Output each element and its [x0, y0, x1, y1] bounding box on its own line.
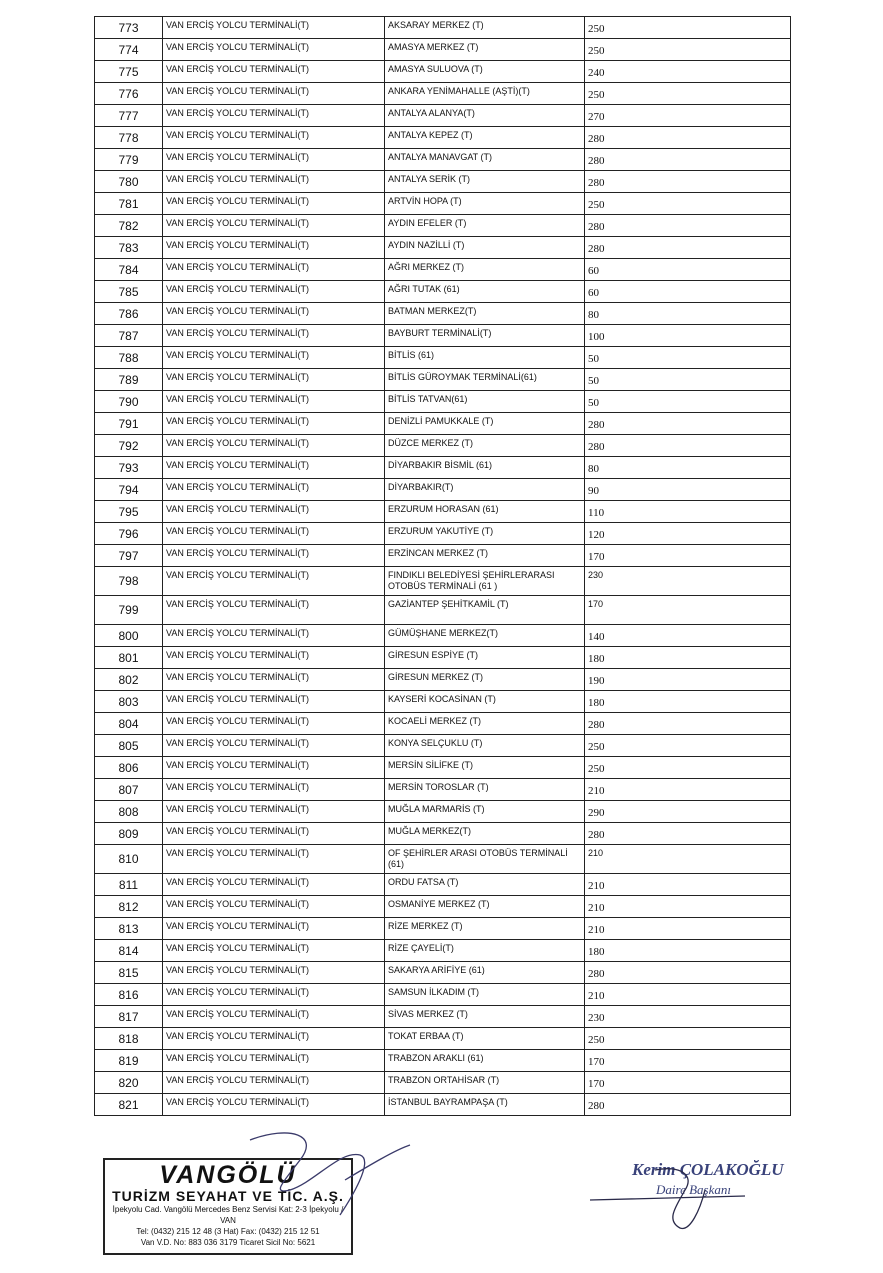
row-number: 793: [95, 457, 163, 479]
fare-value: 280: [585, 1094, 791, 1116]
destination-terminal: KOCAELİ MERKEZ (T): [385, 713, 585, 735]
destination-terminal: OF ŞEHİRLER ARASI OTOBÜS TERMİNALİ (61): [385, 845, 585, 874]
origin-terminal: VAN ERCİŞ YOLCU TERMİNALİ(T): [163, 874, 385, 896]
destination-terminal: KAYSERİ KOCASİNAN (T): [385, 691, 585, 713]
table-row: [95, 413, 791, 435]
origin-terminal: VAN ERCİŞ YOLCU TERMİNALİ(T): [163, 757, 385, 779]
table-row: [95, 149, 791, 171]
table-row: [95, 325, 791, 347]
row-number: 779: [95, 149, 163, 171]
destination-terminal: RİZE ÇAYELİ(T): [385, 940, 585, 962]
destination-terminal: ANTALYA KEPEZ (T): [385, 127, 585, 149]
fare-value: 60: [585, 281, 791, 303]
origin-terminal: VAN ERCİŞ YOLCU TERMİNALİ(T): [163, 596, 385, 625]
origin-terminal: VAN ERCİŞ YOLCU TERMİNALİ(T): [163, 647, 385, 669]
destination-terminal: BATMAN MERKEZ(T): [385, 303, 585, 325]
fare-value: 180: [585, 647, 791, 669]
destination-terminal: TRABZON ORTAHİSAR (T): [385, 1072, 585, 1094]
origin-terminal: VAN ERCİŞ YOLCU TERMİNALİ(T): [163, 105, 385, 127]
origin-terminal: VAN ERCİŞ YOLCU TERMİNALİ(T): [163, 347, 385, 369]
table-row: [95, 757, 791, 779]
stamp-phone: Tel: (0432) 215 12 48 (3 Hat) Fax: (0432) 215 12 51: [136, 1227, 320, 1236]
fare-value: 250: [585, 757, 791, 779]
row-number: 821: [95, 1094, 163, 1116]
row-number: 785: [95, 281, 163, 303]
fare-value: 270: [585, 105, 791, 127]
origin-terminal: VAN ERCİŞ YOLCU TERMİNALİ(T): [163, 39, 385, 61]
destination-terminal: ANTALYA ALANYA(T): [385, 105, 585, 127]
table-row: [95, 501, 791, 523]
origin-terminal: VAN ERCİŞ YOLCU TERMİNALİ(T): [163, 61, 385, 83]
origin-terminal: VAN ERCİŞ YOLCU TERMİNALİ(T): [163, 896, 385, 918]
row-number: 787: [95, 325, 163, 347]
row-number: 783: [95, 237, 163, 259]
origin-terminal: VAN ERCİŞ YOLCU TERMİNALİ(T): [163, 1094, 385, 1116]
row-number: 808: [95, 801, 163, 823]
signatory-title: Daire Başkanı: [656, 1182, 731, 1197]
stamp-tax: Van V.D. No: 883 036 3179 Ticaret Sicil No: 5621: [140, 1238, 316, 1247]
row-number: 789: [95, 369, 163, 391]
destination-terminal: MERSİN TOROSLAR (T): [385, 779, 585, 801]
destination-terminal: SİVAS MERKEZ (T): [385, 1006, 585, 1028]
destination-terminal: GİRESUN ESPİYE (T): [385, 647, 585, 669]
fare-value: 250: [585, 39, 791, 61]
table-row: [95, 105, 791, 127]
table-row: [95, 479, 791, 501]
fare-value: 250: [585, 1028, 791, 1050]
origin-terminal: VAN ERCİŞ YOLCU TERMİNALİ(T): [163, 1050, 385, 1072]
table-row: [95, 61, 791, 83]
destination-terminal: BİTLİS GÜROYMAK TERMİNALİ(61): [385, 369, 585, 391]
table-row: [95, 567, 791, 596]
stamp-company: TURİZM SEYAHAT VE TİC. A.Ş.: [112, 1188, 344, 1204]
table-row: [95, 303, 791, 325]
row-number: 795: [95, 501, 163, 523]
destination-terminal: BİTLİS TATVAN(61): [385, 391, 585, 413]
fare-table: [94, 16, 791, 1116]
row-number: 782: [95, 215, 163, 237]
row-number: 816: [95, 984, 163, 1006]
table-row: [95, 391, 791, 413]
row-number: 818: [95, 1028, 163, 1050]
origin-terminal: VAN ERCİŞ YOLCU TERMİNALİ(T): [163, 303, 385, 325]
origin-terminal: VAN ERCİŞ YOLCU TERMİNALİ(T): [163, 625, 385, 647]
row-number: 799: [95, 596, 163, 625]
origin-terminal: VAN ERCİŞ YOLCU TERMİNALİ(T): [163, 391, 385, 413]
row-number: 777: [95, 105, 163, 127]
origin-terminal: VAN ERCİŞ YOLCU TERMİNALİ(T): [163, 984, 385, 1006]
table-row: [95, 193, 791, 215]
fare-value: 280: [585, 127, 791, 149]
origin-terminal: VAN ERCİŞ YOLCU TERMİNALİ(T): [163, 215, 385, 237]
row-number: 775: [95, 61, 163, 83]
origin-terminal: VAN ERCİŞ YOLCU TERMİNALİ(T): [163, 325, 385, 347]
destination-terminal: GÜMÜŞHANE MERKEZ(T): [385, 625, 585, 647]
fare-value: 60: [585, 259, 791, 281]
row-number: 797: [95, 545, 163, 567]
destination-terminal: AYDIN NAZİLLİ (T): [385, 237, 585, 259]
destination-terminal: FINDIKLI BELEDİYESİ ŞEHİRLERARASI OTOBÜS TERMİNALİ (61 ): [385, 567, 585, 596]
row-number: 773: [95, 17, 163, 39]
destination-terminal: BİTLİS (61): [385, 347, 585, 369]
destination-terminal: DÜZCE MERKEZ (T): [385, 435, 585, 457]
fare-value: 50: [585, 347, 791, 369]
origin-terminal: VAN ERCİŞ YOLCU TERMİNALİ(T): [163, 369, 385, 391]
company-stamp: [103, 1158, 353, 1255]
table-row: [95, 874, 791, 896]
destination-terminal: ERZURUM HORASAN (61): [385, 501, 585, 523]
fare-value: 170: [585, 596, 791, 625]
fare-value: 230: [585, 1006, 791, 1028]
table-row: [95, 823, 791, 845]
table-row: [95, 457, 791, 479]
origin-terminal: VAN ERCİŞ YOLCU TERMİNALİ(T): [163, 1072, 385, 1094]
fare-value: 210: [585, 918, 791, 940]
row-number: 798: [95, 567, 163, 596]
table-row: [95, 215, 791, 237]
row-number: 815: [95, 962, 163, 984]
row-number: 802: [95, 669, 163, 691]
fare-value: 120: [585, 523, 791, 545]
row-number: 774: [95, 39, 163, 61]
row-number: 805: [95, 735, 163, 757]
table-row: [95, 523, 791, 545]
table-row: [95, 545, 791, 567]
fare-value: 210: [585, 874, 791, 896]
origin-terminal: VAN ERCİŞ YOLCU TERMİNALİ(T): [163, 281, 385, 303]
table-row: [95, 369, 791, 391]
destination-terminal: AMASYA SULUOVA (T): [385, 61, 585, 83]
table-row: [95, 735, 791, 757]
row-number: 806: [95, 757, 163, 779]
table-row: [95, 845, 791, 874]
destination-terminal: ORDU FATSA (T): [385, 874, 585, 896]
fare-value: 90: [585, 479, 791, 501]
fare-value: 280: [585, 435, 791, 457]
origin-terminal: VAN ERCİŞ YOLCU TERMİNALİ(T): [163, 171, 385, 193]
table-row: [95, 127, 791, 149]
row-number: 786: [95, 303, 163, 325]
row-number: 800: [95, 625, 163, 647]
origin-terminal: VAN ERCİŞ YOLCU TERMİNALİ(T): [163, 435, 385, 457]
table-row: [95, 347, 791, 369]
fare-value: 280: [585, 713, 791, 735]
fare-value: 170: [585, 545, 791, 567]
origin-terminal: VAN ERCİŞ YOLCU TERMİNALİ(T): [163, 259, 385, 281]
table-row: [95, 596, 791, 625]
table-row: [95, 625, 791, 647]
destination-terminal: TOKAT ERBAA (T): [385, 1028, 585, 1050]
fare-value: 110: [585, 501, 791, 523]
fare-value: 250: [585, 193, 791, 215]
table-row: [95, 1050, 791, 1072]
row-number: 820: [95, 1072, 163, 1094]
fare-value: 240: [585, 61, 791, 83]
destination-terminal: AĞRI TUTAK (61): [385, 281, 585, 303]
fare-value: 80: [585, 303, 791, 325]
destination-terminal: ANTALYA SERİK (T): [385, 171, 585, 193]
origin-terminal: VAN ERCİŞ YOLCU TERMİNALİ(T): [163, 669, 385, 691]
table-row: [95, 39, 791, 61]
fare-value: 140: [585, 625, 791, 647]
origin-terminal: VAN ERCİŞ YOLCU TERMİNALİ(T): [163, 457, 385, 479]
table-row: [95, 984, 791, 1006]
destination-terminal: AMASYA MERKEZ (T): [385, 39, 585, 61]
row-number: 814: [95, 940, 163, 962]
destination-terminal: AĞRI MERKEZ (T): [385, 259, 585, 281]
fare-value: 180: [585, 940, 791, 962]
signatory-name: Kerim ÇOLAKOĞLU: [632, 1160, 784, 1179]
origin-terminal: VAN ERCİŞ YOLCU TERMİNALİ(T): [163, 83, 385, 105]
stamp-address: İpekyolu Cad. Vangölü Mercedes Benz Servisi Kat: 2-3 İpekyolu / VAN: [112, 1205, 344, 1225]
row-number: 790: [95, 391, 163, 413]
origin-terminal: VAN ERCİŞ YOLCU TERMİNALİ(T): [163, 691, 385, 713]
origin-terminal: VAN ERCİŞ YOLCU TERMİNALİ(T): [163, 962, 385, 984]
row-number: 776: [95, 83, 163, 105]
row-number: 801: [95, 647, 163, 669]
destination-terminal: ERZİNCAN MERKEZ (T): [385, 545, 585, 567]
origin-terminal: VAN ERCİŞ YOLCU TERMİNALİ(T): [163, 713, 385, 735]
destination-terminal: ANTALYA MANAVGAT (T): [385, 149, 585, 171]
origin-terminal: VAN ERCİŞ YOLCU TERMİNALİ(T): [163, 237, 385, 259]
table-row: [95, 962, 791, 984]
fare-value: 100: [585, 325, 791, 347]
origin-terminal: VAN ERCİŞ YOLCU TERMİNALİ(T): [163, 193, 385, 215]
table-row: [95, 1072, 791, 1094]
row-number: 813: [95, 918, 163, 940]
destination-terminal: OSMANİYE MERKEZ (T): [385, 896, 585, 918]
origin-terminal: VAN ERCİŞ YOLCU TERMİNALİ(T): [163, 523, 385, 545]
fare-value: 210: [585, 845, 791, 874]
fare-value: 250: [585, 83, 791, 105]
table-row: [95, 940, 791, 962]
row-number: 781: [95, 193, 163, 215]
table-row: [95, 17, 791, 39]
destination-terminal: RİZE MERKEZ (T): [385, 918, 585, 940]
table-row: [95, 171, 791, 193]
row-number: 780: [95, 171, 163, 193]
table-row: [95, 83, 791, 105]
row-number: 796: [95, 523, 163, 545]
row-number: 778: [95, 127, 163, 149]
fare-value: 280: [585, 149, 791, 171]
fare-value: 170: [585, 1050, 791, 1072]
origin-terminal: VAN ERCİŞ YOLCU TERMİNALİ(T): [163, 823, 385, 845]
fare-value: 290: [585, 801, 791, 823]
origin-terminal: VAN ERCİŞ YOLCU TERMİNALİ(T): [163, 1028, 385, 1050]
table-row: [95, 1006, 791, 1028]
fare-value: 280: [585, 215, 791, 237]
row-number: 817: [95, 1006, 163, 1028]
row-number: 807: [95, 779, 163, 801]
destination-terminal: SAMSUN İLKADIM (T): [385, 984, 585, 1006]
destination-terminal: ERZURUM YAKUTİYE (T): [385, 523, 585, 545]
row-number: 819: [95, 1050, 163, 1072]
destination-terminal: BAYBURT TERMİNALİ(T): [385, 325, 585, 347]
fare-value: 250: [585, 735, 791, 757]
row-number: 812: [95, 896, 163, 918]
row-number: 803: [95, 691, 163, 713]
origin-terminal: VAN ERCİŞ YOLCU TERMİNALİ(T): [163, 845, 385, 874]
origin-terminal: VAN ERCİŞ YOLCU TERMİNALİ(T): [163, 545, 385, 567]
row-number: 794: [95, 479, 163, 501]
table-row: [95, 647, 791, 669]
destination-terminal: GİRESUN MERKEZ (T): [385, 669, 585, 691]
table-row: [95, 281, 791, 303]
fare-value: 210: [585, 984, 791, 1006]
fare-value: 280: [585, 171, 791, 193]
fare-value: 280: [585, 237, 791, 259]
origin-terminal: VAN ERCİŞ YOLCU TERMİNALİ(T): [163, 1006, 385, 1028]
row-number: 791: [95, 413, 163, 435]
row-number: 811: [95, 874, 163, 896]
destination-terminal: AKSARAY MERKEZ (T): [385, 17, 585, 39]
destination-terminal: MUĞLA MERKEZ(T): [385, 823, 585, 845]
destination-terminal: AYDIN EFELER (T): [385, 215, 585, 237]
fare-value: 180: [585, 691, 791, 713]
fare-value: 230: [585, 567, 791, 596]
fare-value: 210: [585, 896, 791, 918]
fare-value: 50: [585, 391, 791, 413]
fare-value: 210: [585, 779, 791, 801]
table-row: [95, 1028, 791, 1050]
fare-value: 280: [585, 413, 791, 435]
fare-table-body: [95, 17, 791, 1116]
table-row: [95, 918, 791, 940]
destination-terminal: KONYA SELÇUKLU (T): [385, 735, 585, 757]
destination-terminal: DİYARBAKIR(T): [385, 479, 585, 501]
origin-terminal: VAN ERCİŞ YOLCU TERMİNALİ(T): [163, 479, 385, 501]
table-row: [95, 896, 791, 918]
row-number: 788: [95, 347, 163, 369]
destination-terminal: DİYARBAKIR BİSMİL (61): [385, 457, 585, 479]
origin-terminal: VAN ERCİŞ YOLCU TERMİNALİ(T): [163, 567, 385, 596]
row-number: 804: [95, 713, 163, 735]
table-row: [95, 669, 791, 691]
fare-value: 50: [585, 369, 791, 391]
destination-terminal: İSTANBUL BAYRAMPAŞA (T): [385, 1094, 585, 1116]
destination-terminal: MUĞLA MARMARİS (T): [385, 801, 585, 823]
fare-value: 280: [585, 823, 791, 845]
fare-value: 280: [585, 962, 791, 984]
destination-terminal: ARTVİN HOPA (T): [385, 193, 585, 215]
table-row: [95, 1094, 791, 1116]
origin-terminal: VAN ERCİŞ YOLCU TERMİNALİ(T): [163, 779, 385, 801]
table-row: [95, 713, 791, 735]
stamp-brand: VANGÖLÜ: [159, 1161, 297, 1189]
fare-value: 190: [585, 669, 791, 691]
origin-terminal: VAN ERCİŞ YOLCU TERMİNALİ(T): [163, 801, 385, 823]
destination-terminal: GAZİANTEP ŞEHİTKAMİL (T): [385, 596, 585, 625]
origin-terminal: VAN ERCİŞ YOLCU TERMİNALİ(T): [163, 17, 385, 39]
origin-terminal: VAN ERCİŞ YOLCU TERMİNALİ(T): [163, 127, 385, 149]
fare-value: 80: [585, 457, 791, 479]
table-row: [95, 237, 791, 259]
destination-terminal: TRABZON ARAKLI (61): [385, 1050, 585, 1072]
table-row: [95, 779, 791, 801]
origin-terminal: VAN ERCİŞ YOLCU TERMİNALİ(T): [163, 735, 385, 757]
destination-terminal: DENİZLİ PAMUKKALE (T): [385, 413, 585, 435]
table-row: [95, 259, 791, 281]
row-number: 792: [95, 435, 163, 457]
origin-terminal: VAN ERCİŞ YOLCU TERMİNALİ(T): [163, 918, 385, 940]
origin-terminal: VAN ERCİŞ YOLCU TERMİNALİ(T): [163, 940, 385, 962]
origin-terminal: VAN ERCİŞ YOLCU TERMİNALİ(T): [163, 501, 385, 523]
fare-value: 250: [585, 17, 791, 39]
table-row: [95, 801, 791, 823]
table-row: [95, 691, 791, 713]
fare-value: 170: [585, 1072, 791, 1094]
destination-terminal: MERSİN SİLİFKE (T): [385, 757, 585, 779]
row-number: 809: [95, 823, 163, 845]
origin-terminal: VAN ERCİŞ YOLCU TERMİNALİ(T): [163, 413, 385, 435]
row-number: 810: [95, 845, 163, 874]
destination-terminal: SAKARYA ARİFİYE (61): [385, 962, 585, 984]
table-row: [95, 435, 791, 457]
origin-terminal: VAN ERCİŞ YOLCU TERMİNALİ(T): [163, 149, 385, 171]
row-number: 784: [95, 259, 163, 281]
destination-terminal: ANKARA YENİMAHALLE (AŞTİ)(T): [385, 83, 585, 105]
